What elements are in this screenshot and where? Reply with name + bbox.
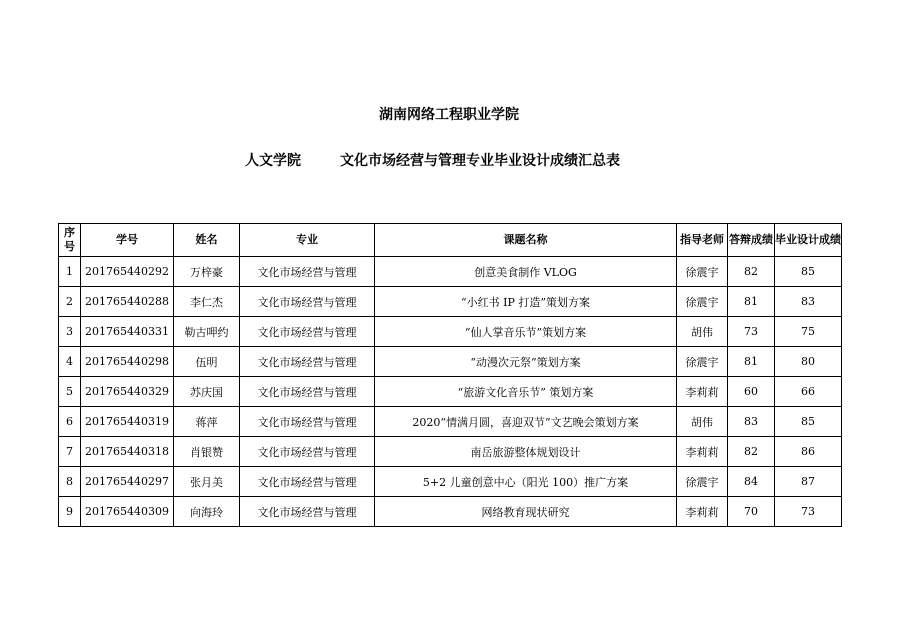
cell-final-score: 66 <box>775 377 842 407</box>
cell-no: 2 <box>59 287 81 317</box>
cell-defense-score: 83 <box>728 407 775 437</box>
cell-advisor: 胡伟 <box>677 407 728 437</box>
table-row <box>59 257 842 287</box>
cell-advisor: 徐震宇 <box>677 347 728 377</box>
cell-major: 文化市场经营与管理 <box>240 377 375 407</box>
table-row <box>59 437 842 467</box>
cell-final-score: 85 <box>775 257 842 287</box>
cell-name: 万梓豪 <box>174 257 240 287</box>
cell-major: 文化市场经营与管理 <box>240 347 375 377</box>
cell-no: 9 <box>59 497 81 527</box>
table-subtitle <box>0 150 898 170</box>
cell-advisor: 李莉莉 <box>677 437 728 467</box>
cell-topic: 南岳旅游整体规划设计 <box>375 437 677 467</box>
cell-advisor: 徐震宇 <box>677 257 728 287</box>
cell-advisor: 徐震宇 <box>677 287 728 317</box>
cell-name: 勒古呷约 <box>174 317 240 347</box>
cell-topic: “旅游文化音乐节” 策划方案 <box>375 377 677 407</box>
cell-topic: 5+2 儿童创意中心（阳光 100）推广方案 <box>375 467 677 497</box>
cell-advisor: 胡伟 <box>677 317 728 347</box>
cell-major: 文化市场经营与管理 <box>240 257 375 287</box>
cell-final-score: 80 <box>775 347 842 377</box>
cell-defense-score: 82 <box>728 257 775 287</box>
cell-defense-score: 82 <box>728 437 775 467</box>
cell-no: 4 <box>59 347 81 377</box>
cell-student-id: 201765440319 <box>81 407 174 437</box>
cell-final-score: 85 <box>775 407 842 437</box>
col-header-topic: 课题名称 <box>375 224 677 257</box>
cell-topic: 网络教育现状研究 <box>375 497 677 527</box>
cell-defense-score: 73 <box>728 317 775 347</box>
cell-defense-score: 70 <box>728 497 775 527</box>
cell-no: 5 <box>59 377 81 407</box>
cell-final-score: 86 <box>775 437 842 467</box>
col-header-student-id: 学号 <box>81 224 174 257</box>
table-header-row <box>59 224 842 257</box>
cell-name: 向海玲 <box>174 497 240 527</box>
cell-major: 文化市场经营与管理 <box>240 287 375 317</box>
cell-no: 6 <box>59 407 81 437</box>
cell-defense-score: 60 <box>728 377 775 407</box>
table-row <box>59 467 842 497</box>
cell-name: 蒋萍 <box>174 407 240 437</box>
cell-final-score: 87 <box>775 467 842 497</box>
score-summary-table <box>58 223 842 527</box>
department-name: 人文学院 <box>245 153 301 169</box>
cell-student-id: 201765440292 <box>81 257 174 287</box>
cell-major: 文化市场经营与管理 <box>240 437 375 467</box>
cell-name: 张月美 <box>174 467 240 497</box>
cell-advisor: 李莉莉 <box>677 497 728 527</box>
cell-student-id: 201765440318 <box>81 437 174 467</box>
cell-major: 文化市场经营与管理 <box>240 497 375 527</box>
cell-advisor: 徐震宇 <box>677 467 728 497</box>
cell-name: 肖银赞 <box>174 437 240 467</box>
cell-name: 苏庆国 <box>174 377 240 407</box>
cell-name: 伍明 <box>174 347 240 377</box>
cell-no: 8 <box>59 467 81 497</box>
cell-final-score: 75 <box>775 317 842 347</box>
cell-no: 1 <box>59 257 81 287</box>
table-title: 文化市场经营与管理专业毕业设计成绩汇总表 <box>340 153 620 169</box>
col-header-final-score: 毕业设计成绩 <box>775 224 842 257</box>
cell-defense-score: 84 <box>728 467 775 497</box>
col-header-defense-score: 答辩成绩 <box>728 224 775 257</box>
cell-student-id: 201765440331 <box>81 317 174 347</box>
cell-student-id: 201765440297 <box>81 467 174 497</box>
table-row <box>59 377 842 407</box>
cell-final-score: 73 <box>775 497 842 527</box>
cell-student-id: 201765440288 <box>81 287 174 317</box>
cell-student-id: 201765440309 <box>81 497 174 527</box>
col-header-name: 姓名 <box>174 224 240 257</box>
col-header-advisor: 指导老师 <box>677 224 728 257</box>
cell-topic: “动漫次元祭”策划方案 <box>375 347 677 377</box>
school-title: 湖南网络工程职业学院 <box>379 107 519 123</box>
cell-topic: 创意美食制作 VLOG <box>375 257 677 287</box>
cell-no: 7 <box>59 437 81 467</box>
cell-advisor: 李莉莉 <box>677 377 728 407</box>
cell-topic: 2020“情满月圆，喜迎双节”文艺晚会策划方案 <box>375 407 677 437</box>
table-row <box>59 317 842 347</box>
cell-major: 文化市场经营与管理 <box>240 317 375 347</box>
cell-defense-score: 81 <box>728 347 775 377</box>
cell-final-score: 83 <box>775 287 842 317</box>
cell-major: 文化市场经营与管理 <box>240 467 375 497</box>
cell-topic: “小红书 IP 打造”策划方案 <box>375 287 677 317</box>
col-header-major: 专业 <box>240 224 375 257</box>
cell-no: 3 <box>59 317 81 347</box>
cell-student-id: 201765440298 <box>81 347 174 377</box>
table-row <box>59 287 842 317</box>
cell-student-id: 201765440329 <box>81 377 174 407</box>
table-row <box>59 407 842 437</box>
cell-topic: “仙人掌音乐节”策划方案 <box>375 317 677 347</box>
cell-defense-score: 81 <box>728 287 775 317</box>
col-header-no: 序号 <box>59 224 81 257</box>
cell-major: 文化市场经营与管理 <box>240 407 375 437</box>
cell-name: 李仁杰 <box>174 287 240 317</box>
table-row <box>59 497 842 527</box>
table-row <box>59 347 842 377</box>
